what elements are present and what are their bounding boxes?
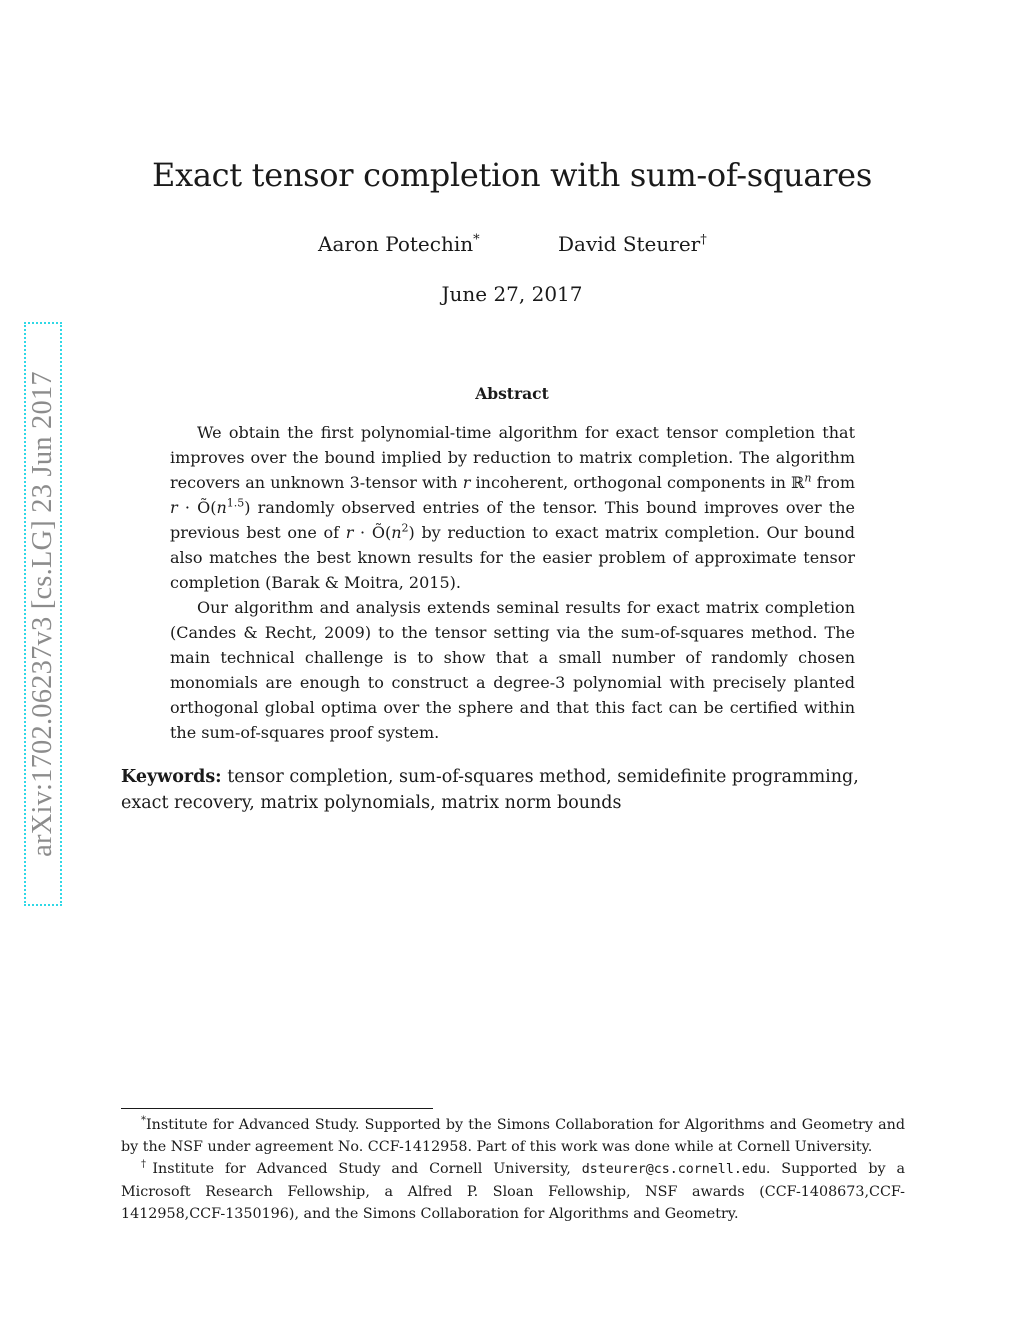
abstract-body — [170, 420, 855, 745]
footnote-1 — [121, 1114, 905, 1158]
math-var: r — [462, 473, 471, 492]
footnotes — [121, 1114, 905, 1225]
arxiv-stamp — [24, 322, 62, 906]
footnote-2-mark: † — [141, 1159, 153, 1171]
footnote-2-text: Institute for Advanced Study and Cornell University, — [152, 1161, 582, 1177]
math-var: n — [391, 523, 402, 542]
keywords-text: tensor completion, sum-of-squares method, semidefinite programming, exact recovery, matrix polynomials, matrix norm bounds — [121, 767, 859, 813]
author-2-mark: † — [700, 232, 707, 248]
author-1-name: Aaron Potechin — [318, 232, 474, 256]
author-1 — [318, 232, 480, 256]
abstract-text: from — [811, 473, 856, 492]
math-operator: · Õ( — [353, 523, 392, 542]
math-operator: · Õ( — [177, 498, 217, 517]
math-exponent: n — [804, 471, 812, 485]
math-field: ℝ — [791, 473, 805, 492]
abstract-text: ) by reduction to exact matrix completion. Our bound also matches the best known results for the easier problem of approximate tensor completion (Barak & Moitra, 2015). — [170, 523, 855, 592]
abstract-text: We obtain the first polynomial-time algorithm for exact tensor completion that improves over the bound implied by reduction to matrix completion. The algorithm recovers an unknown 3-tensor with — [170, 423, 855, 492]
author-2 — [558, 232, 707, 256]
abstract-paragraph-1 — [170, 420, 855, 595]
paper-date: June 27, 2017 — [441, 282, 583, 306]
math-exponent: 1.5 — [226, 496, 245, 510]
math-var: r — [170, 498, 178, 517]
paper-title: Exact tensor completion with sum-of-squares — [152, 156, 872, 194]
abstract-text: ) randomly observed entries of the tensor. This bound improves over the previous best one of — [170, 498, 855, 542]
abstract-heading: Abstract — [475, 384, 549, 403]
arxiv-stamp-text: arXiv:1702.06237v3 [cs.LG] 23 Jun 2017 — [27, 371, 58, 857]
footnote-rule — [121, 1108, 433, 1109]
author-2-name: David Steurer — [558, 232, 701, 256]
keywords-label: Keywords: — [121, 767, 222, 787]
abstract-paragraph-2: Our algorithm and analysis extends seminal results for exact matrix completion (Candes & Recht, 2009) to the tensor setting via the sum-of-squares method. The main technical challenge is to show that a small number of randomly chosen monomials are enough to construct a degree-3 polynomial with precisely planted orthogonal global optima over the sphere and that this fact can be certified within the sum-of-squares proof system. — [170, 598, 855, 742]
math-exponent: 2 — [401, 521, 409, 535]
math-var: r — [345, 523, 354, 542]
math-var: n — [216, 498, 227, 517]
keywords — [121, 764, 905, 816]
footnote-1-mark: * — [141, 1115, 146, 1127]
footnote-2 — [121, 1158, 905, 1225]
author-email-link[interactable]: dsteurer@cs.cornell.edu — [581, 1162, 766, 1177]
abstract-text: incoherent, orthogonal components in — [470, 473, 792, 492]
footnote-2-text-cont: . Supported by a Microsoft Research Fellowship, a Alfred P. Sloan Fellowship, NSF awards (CCF-1408673,CCF-1412958,CCF-1350196), and the Simons Collaboration for Algorithms and Geometry. — [121, 1161, 905, 1222]
footnote-1-text: Institute for Advanced Study. Supported by the Simons Collaboration for Algorithms and Geometry and by the NSF under agreement No. CCF-1412958. Part of this work was done while at Cornell University. — [121, 1117, 905, 1155]
author-1-mark: * — [473, 232, 480, 248]
